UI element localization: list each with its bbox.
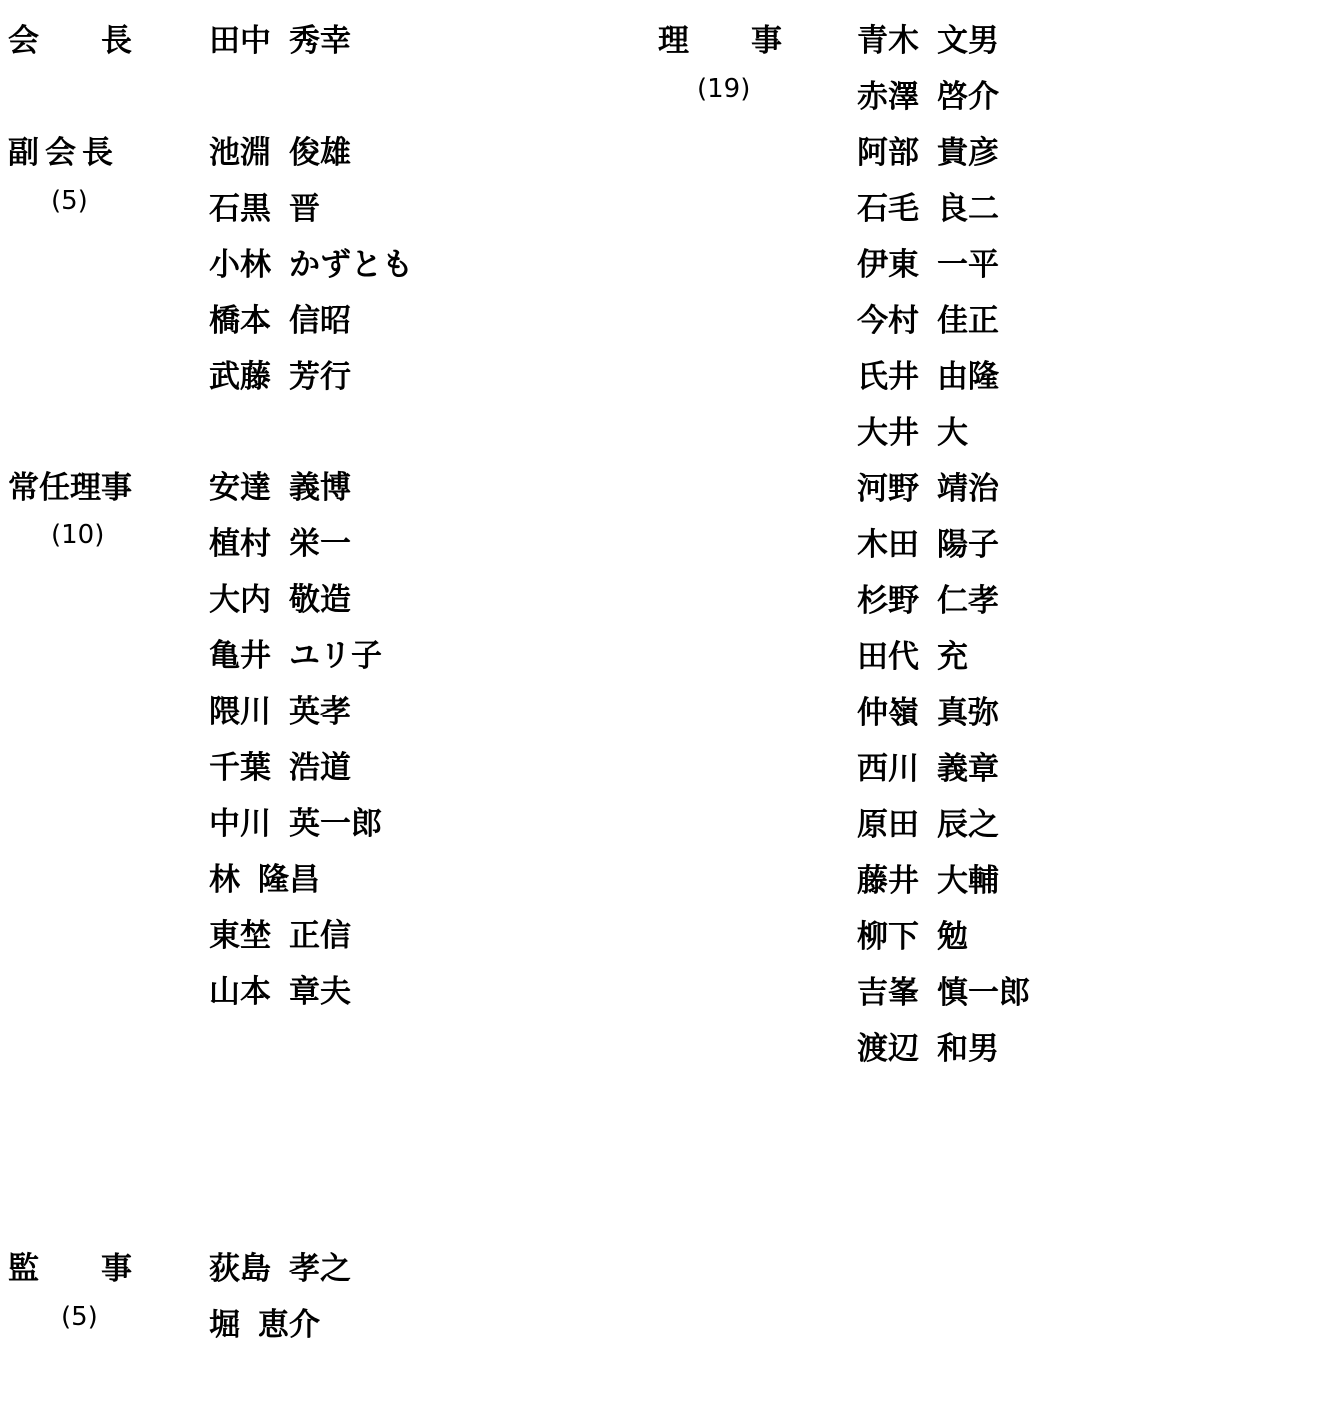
surname: 木田 bbox=[857, 527, 919, 563]
surname: 橋本 bbox=[209, 303, 271, 339]
surname: 青木 bbox=[857, 23, 919, 59]
person-name bbox=[209, 863, 382, 919]
person-name bbox=[209, 527, 382, 583]
surname: 田代 bbox=[857, 639, 919, 675]
role-count-directors: (19) bbox=[697, 74, 751, 104]
surname: 今村 bbox=[857, 303, 919, 339]
person-name bbox=[857, 136, 1030, 192]
surname: 東埜 bbox=[209, 918, 271, 954]
given-name: 一平 bbox=[937, 247, 999, 283]
person-name bbox=[857, 360, 1030, 416]
given-name: 英一郎 bbox=[289, 806, 382, 842]
person-name bbox=[209, 751, 382, 807]
role-title-vice-chairman: 副会長 bbox=[8, 135, 119, 171]
given-name: 佳正 bbox=[937, 303, 999, 339]
surname: 亀井 bbox=[209, 638, 271, 674]
surname: 石毛 bbox=[857, 191, 919, 227]
person-name bbox=[209, 975, 382, 1031]
surname: 山本 bbox=[209, 974, 271, 1010]
given-name: 慎一郎 bbox=[937, 975, 1030, 1011]
person-name bbox=[209, 136, 413, 192]
person-name bbox=[209, 695, 382, 751]
surname: 西川 bbox=[857, 751, 919, 787]
given-name: 俊雄 bbox=[289, 135, 351, 171]
given-name: 充 bbox=[937, 639, 968, 675]
given-name: 陽子 bbox=[937, 527, 999, 563]
surname: 植村 bbox=[209, 526, 271, 562]
person-name bbox=[209, 807, 382, 863]
given-name: 仁孝 bbox=[937, 583, 999, 619]
surname: 石黒 bbox=[209, 191, 271, 227]
person-name bbox=[857, 976, 1030, 1032]
person-name bbox=[209, 919, 382, 975]
surname: 河野 bbox=[857, 471, 919, 507]
given-name: 義博 bbox=[289, 470, 351, 506]
surname: 渡辺 bbox=[857, 1031, 919, 1067]
surname: 伊東 bbox=[857, 247, 919, 283]
given-name: 秀幸 bbox=[289, 23, 351, 59]
person-name bbox=[209, 583, 382, 639]
surname: 林 bbox=[209, 862, 240, 898]
given-name: ユリ子 bbox=[289, 638, 382, 674]
given-name: 大 bbox=[937, 415, 968, 451]
person-name bbox=[209, 360, 413, 416]
surname: 荻島 bbox=[209, 1251, 271, 1287]
person-name bbox=[857, 920, 1030, 976]
role-count-executive-directors: (10) bbox=[51, 520, 105, 550]
surname: 藤井 bbox=[857, 863, 919, 899]
surname: 安達 bbox=[209, 470, 271, 506]
given-name: 文男 bbox=[937, 23, 999, 59]
surname: 堀 bbox=[209, 1307, 240, 1343]
given-name: 信昭 bbox=[289, 303, 351, 339]
person-name bbox=[209, 1252, 351, 1308]
given-name: 隆昌 bbox=[258, 862, 320, 898]
person-name bbox=[209, 24, 351, 80]
person-name bbox=[857, 472, 1030, 528]
surname: 隈川 bbox=[209, 694, 271, 730]
name-list-chairman bbox=[209, 24, 351, 80]
role-title-auditors: 監 事 bbox=[8, 1251, 132, 1287]
surname: 柳下 bbox=[857, 919, 919, 955]
given-name: 啓介 bbox=[937, 79, 999, 115]
given-name: 辰之 bbox=[937, 807, 999, 843]
person-name bbox=[209, 1308, 351, 1364]
surname: 小林 bbox=[209, 247, 271, 283]
surname: 氏井 bbox=[857, 359, 919, 395]
surname: 阿部 bbox=[857, 135, 919, 171]
given-name: 良二 bbox=[937, 191, 999, 227]
given-name: 正信 bbox=[289, 918, 351, 954]
surname: 原田 bbox=[857, 807, 919, 843]
given-name: 敬造 bbox=[289, 582, 351, 618]
person-name bbox=[209, 304, 413, 360]
given-name: 靖治 bbox=[937, 471, 999, 507]
name-list-directors bbox=[857, 24, 1030, 1088]
person-name bbox=[857, 584, 1030, 640]
given-name: 大輔 bbox=[937, 863, 999, 899]
surname: 赤澤 bbox=[857, 79, 919, 115]
surname: 吉峯 bbox=[857, 975, 919, 1011]
person-name bbox=[857, 808, 1030, 864]
surname: 杉野 bbox=[857, 583, 919, 619]
person-name bbox=[209, 471, 382, 527]
role-count-vice-chairman: (5) bbox=[51, 186, 88, 216]
given-name: 浩道 bbox=[289, 750, 351, 786]
surname: 池淵 bbox=[209, 135, 271, 171]
role-count-auditors: (5) bbox=[61, 1302, 98, 1332]
surname: 中川 bbox=[209, 806, 271, 842]
person-name bbox=[857, 752, 1030, 808]
given-name: 和男 bbox=[937, 1031, 999, 1067]
given-name: 栄一 bbox=[289, 526, 351, 562]
given-name: 由隆 bbox=[937, 359, 999, 395]
person-name bbox=[857, 304, 1030, 360]
name-list-executive-directors bbox=[209, 471, 382, 1031]
given-name: 恵介 bbox=[258, 1307, 320, 1343]
person-name bbox=[857, 640, 1030, 696]
role-title-chairman: 会 長 bbox=[8, 23, 132, 59]
role-title-executive-directors: 常任理事 bbox=[8, 470, 132, 506]
person-name bbox=[857, 416, 1030, 472]
surname: 仲嶺 bbox=[857, 695, 919, 731]
surname: 田中 bbox=[209, 23, 271, 59]
given-name: 真弥 bbox=[937, 695, 999, 731]
given-name: 貴彦 bbox=[937, 135, 999, 171]
given-name: かずとも bbox=[289, 247, 413, 283]
person-name bbox=[857, 248, 1030, 304]
person-name bbox=[209, 192, 413, 248]
given-name: 勉 bbox=[937, 919, 968, 955]
name-list-auditors bbox=[209, 1252, 351, 1364]
person-name bbox=[857, 192, 1030, 248]
person-name bbox=[857, 528, 1030, 584]
surname: 大内 bbox=[209, 582, 271, 618]
person-name bbox=[857, 80, 1030, 136]
person-name bbox=[857, 1032, 1030, 1088]
given-name: 晋 bbox=[289, 191, 320, 227]
name-list-vice-chairman bbox=[209, 136, 413, 416]
given-name: 芳行 bbox=[289, 359, 351, 395]
surname: 千葉 bbox=[209, 750, 271, 786]
given-name: 孝之 bbox=[289, 1251, 351, 1287]
given-name: 英孝 bbox=[289, 694, 351, 730]
given-name: 章夫 bbox=[289, 974, 351, 1010]
role-title-directors: 理 事 bbox=[658, 23, 782, 59]
person-name bbox=[209, 639, 382, 695]
surname: 大井 bbox=[857, 415, 919, 451]
person-name bbox=[857, 864, 1030, 920]
person-name bbox=[209, 248, 413, 304]
surname: 武藤 bbox=[209, 359, 271, 395]
person-name bbox=[857, 696, 1030, 752]
person-name bbox=[857, 24, 1030, 80]
given-name: 義章 bbox=[937, 751, 999, 787]
